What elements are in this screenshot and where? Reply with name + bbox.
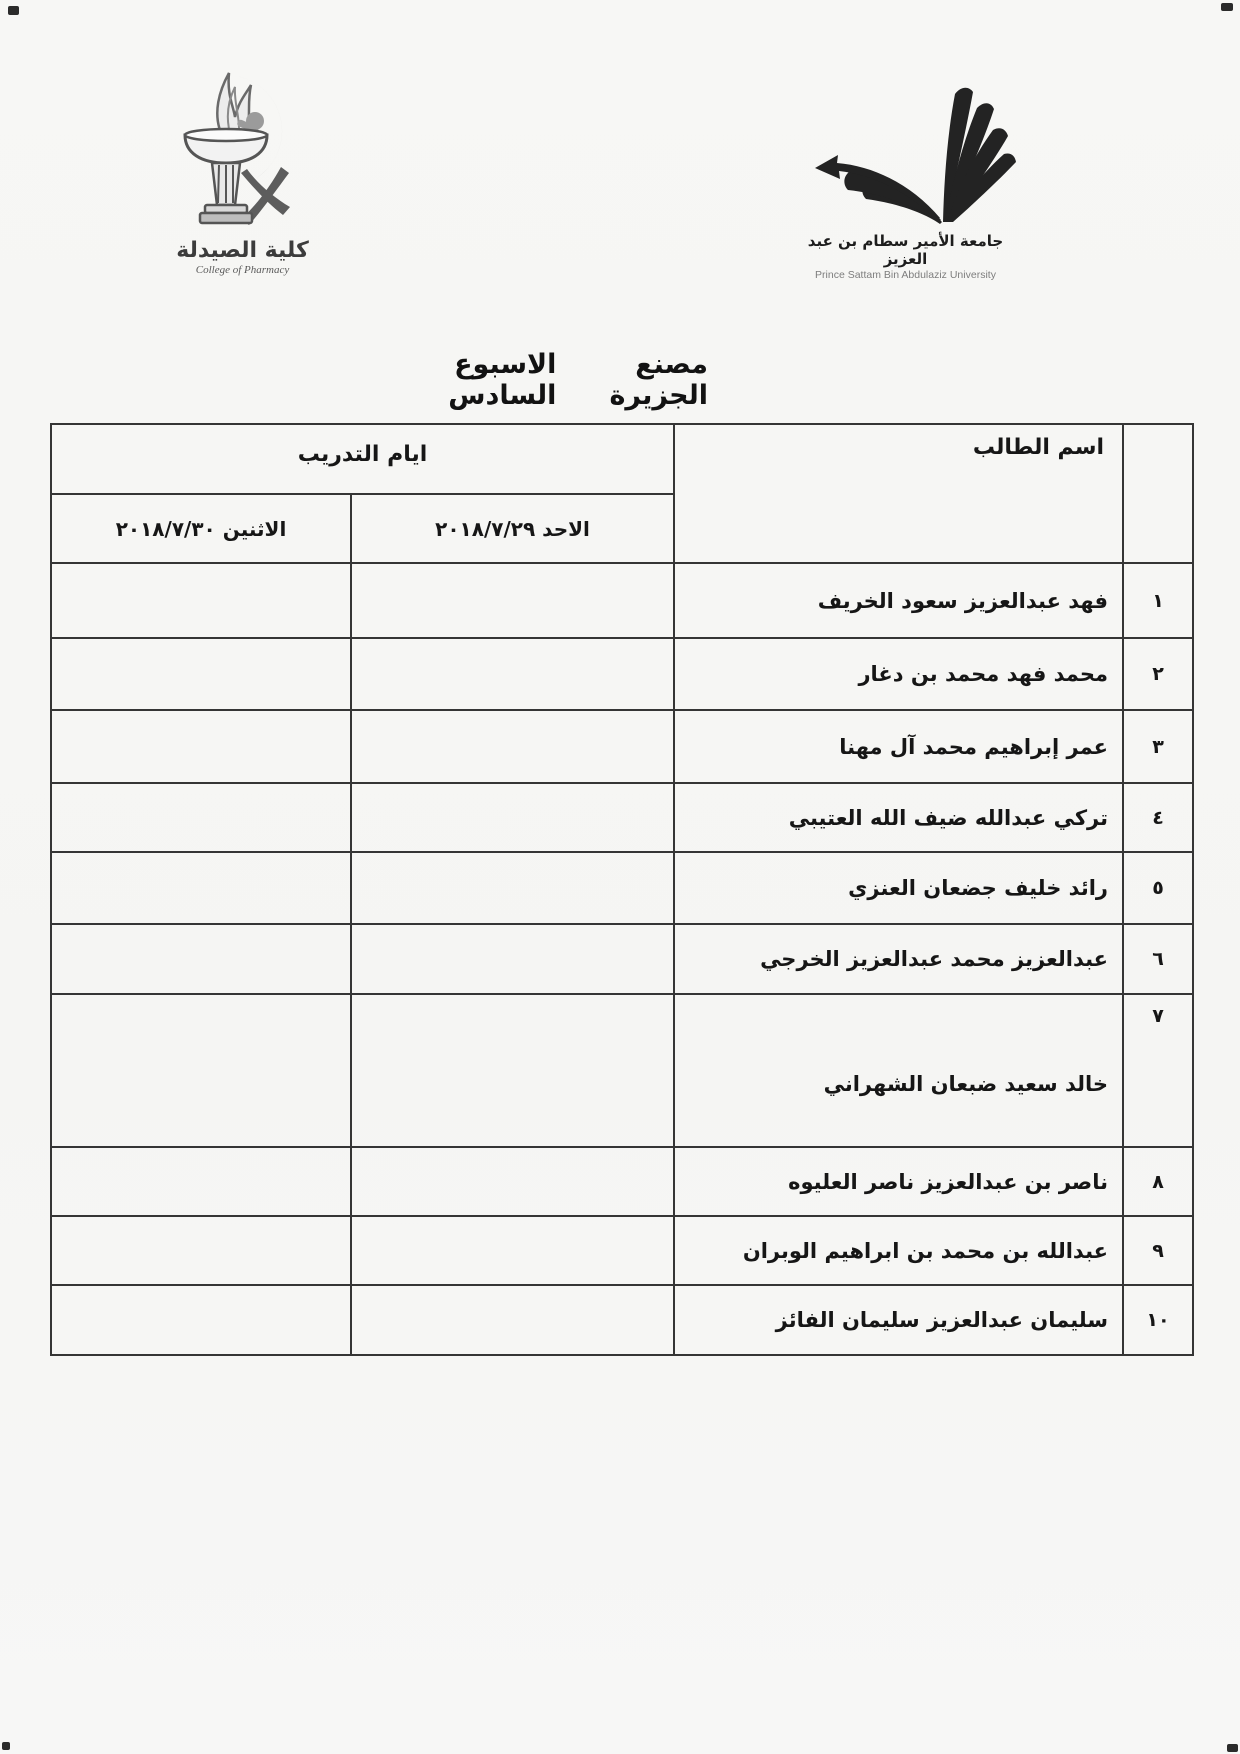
table-row xyxy=(51,563,1193,638)
monday-cell xyxy=(51,924,351,994)
document-title xyxy=(372,349,708,411)
training-days-header: ايام التدريب xyxy=(51,424,674,494)
student-name: تركي عبدالله ضيف الله العتيبي xyxy=(674,783,1123,852)
row-number: ١٠ xyxy=(1123,1285,1193,1355)
row-number: ٣ xyxy=(1123,710,1193,783)
monday-cell xyxy=(51,852,351,924)
pharmacy-college-logo xyxy=(150,55,335,276)
sunday-cell xyxy=(351,924,674,994)
student-name: ناصر بن عبدالعزيز ناصر العليوه xyxy=(674,1147,1123,1216)
mortar-crescent-rx-icon xyxy=(163,55,323,240)
monday-cell xyxy=(51,710,351,783)
monday-cell xyxy=(51,994,351,1147)
row-number: ٢ xyxy=(1123,638,1193,710)
student-name-header: اسم الطالب xyxy=(674,424,1123,563)
sunday-cell xyxy=(351,1147,674,1216)
table-row xyxy=(51,924,1193,994)
sunday-cell xyxy=(351,1216,674,1285)
monday-cell xyxy=(51,783,351,852)
open-book-icon xyxy=(793,78,1019,230)
university-logo xyxy=(788,78,1023,281)
pharmacy-college-name-english: College of Pharmacy xyxy=(195,264,290,276)
pharmacy-college-name-arabic: كلية الصيدلة xyxy=(176,238,309,263)
table-row xyxy=(51,783,1193,852)
sunday-cell xyxy=(351,638,674,710)
sunday-date-header: الاحد ٢٠١٨/٧/٢٩ xyxy=(351,494,674,563)
row-number: ٥ xyxy=(1123,852,1193,924)
student-name: عبدالعزيز محمد عبدالعزيز الخرجي xyxy=(674,924,1123,994)
scan-artifact xyxy=(2,1742,10,1750)
table-row xyxy=(51,994,1193,1147)
table-row xyxy=(51,1216,1193,1285)
table-row xyxy=(51,1147,1193,1216)
university-name-english: Prince Sattam Bin Abdulaziz University xyxy=(815,269,996,281)
monday-cell xyxy=(51,1285,351,1355)
scan-artifact xyxy=(1221,3,1233,11)
row-number: ٧ xyxy=(1123,994,1193,1147)
sunday-cell xyxy=(351,1285,674,1355)
number-column-header xyxy=(1123,424,1193,563)
student-name: خالد سعيد ضبعان الشهراني xyxy=(674,994,1123,1147)
row-number: ٩ xyxy=(1123,1216,1193,1285)
sunday-cell xyxy=(351,563,674,638)
row-number: ١ xyxy=(1123,563,1193,638)
sunday-cell xyxy=(351,710,674,783)
student-name: سليمان عبدالعزيز سليمان الفائز xyxy=(674,1285,1123,1355)
monday-cell xyxy=(51,1216,351,1285)
title-week: الاسبوع السادس xyxy=(448,349,557,411)
table-header-row xyxy=(51,424,1193,494)
row-number: ٤ xyxy=(1123,783,1193,852)
table-row xyxy=(51,852,1193,924)
student-name: فهد عبدالعزيز سعود الخريف xyxy=(674,563,1123,638)
sunday-cell xyxy=(351,783,674,852)
monday-cell xyxy=(51,638,351,710)
student-name: عمر إبراهيم محمد آل مهنا xyxy=(674,710,1123,783)
monday-date-header: الاثنين ٢٠١٨/٧/٣٠ xyxy=(51,494,351,563)
sunday-cell xyxy=(351,852,674,924)
title-factory: مصنع الجزيرة xyxy=(609,349,708,411)
monday-cell xyxy=(51,1147,351,1216)
student-name: رائد خليف جضعان العنزي xyxy=(674,852,1123,924)
scan-artifact xyxy=(8,6,19,15)
sunday-cell xyxy=(351,994,674,1147)
monday-cell xyxy=(51,563,351,638)
row-number: ٦ xyxy=(1123,924,1193,994)
row-number: ٨ xyxy=(1123,1147,1193,1216)
scan-artifact xyxy=(1227,1744,1238,1752)
training-schedule-table xyxy=(50,423,1194,1356)
student-name: عبدالله بن محمد بن ابراهيم الوبران xyxy=(674,1216,1123,1285)
table-row xyxy=(51,710,1193,783)
university-name-arabic: جامعة الأمير سطام بن عبد العزيز xyxy=(807,232,1004,268)
student-name: محمد فهد محمد بن دغار xyxy=(674,638,1123,710)
table-row xyxy=(51,638,1193,710)
table-row xyxy=(51,1285,1193,1355)
